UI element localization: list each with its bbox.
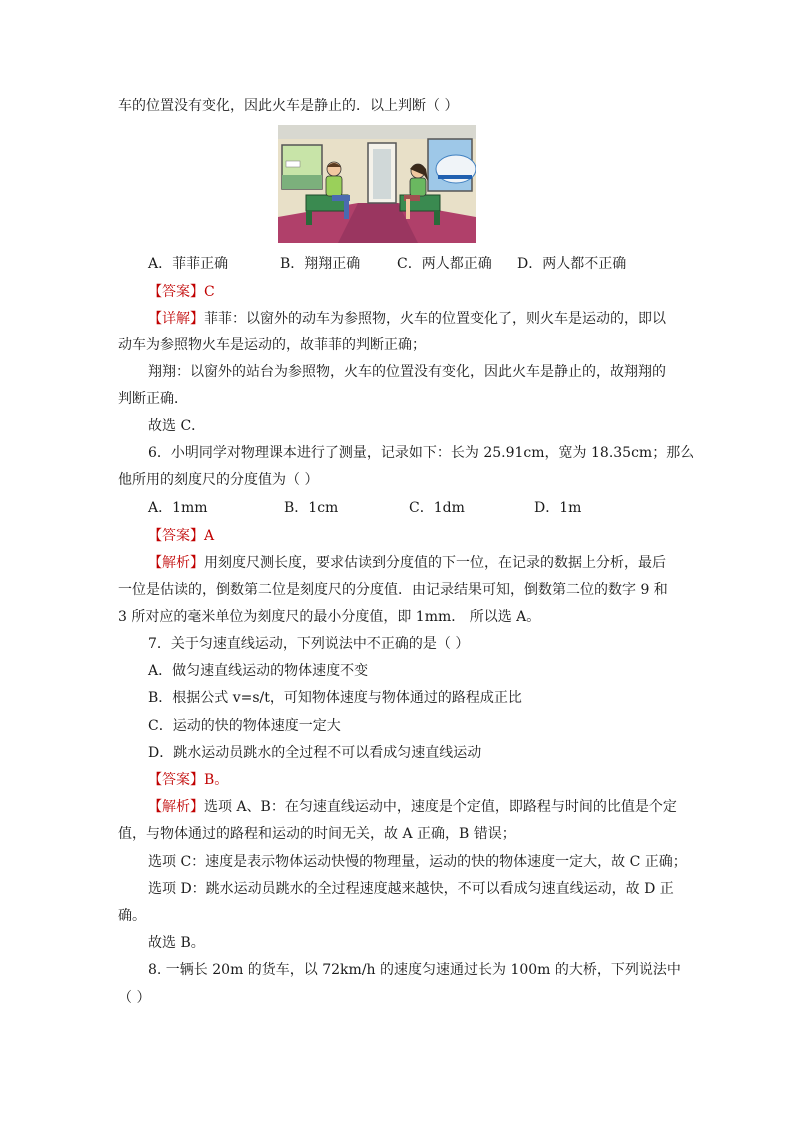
q5-detail-label: 【详解】 [148,311,204,327]
q7-analysis-label: 【解析】 [148,799,204,815]
train-carriage-illustration [278,125,476,243]
q7-option-a: A．做匀速直线运动的物体速度不变 [148,663,369,679]
q5-option-c: C．两人都正确 [397,256,492,272]
question-5-stem-end: 车的位置没有变化，因此火车是静止的．以上判断（ ） [118,98,459,114]
q5-option-a: A．菲菲正确 [148,256,229,272]
q6-answer: 【答案】A [148,528,215,544]
q7-analysis-line-4: 选项 D：跳水运动员跳水的全过程速度越来越快，不可以看成匀速直线运动，故 D 正 [148,881,674,897]
q7-option-b: B．根据公式 v=s/t，可知物体速度与物体通过的路程成正比 [148,690,522,706]
q5-option-b: B．翔翔正确 [280,256,361,272]
q6-option-a: A．1mm [148,500,208,516]
q7-option-c: C．运动的快的物体速度一定大 [148,718,341,734]
q6-stem-line-1: 6．小明同学对物理课本进行了测量，记录如下：长为 25.91cm，宽为 18.35cm；那么 [148,445,695,461]
q6-analysis-line-3: 3 所对应的毫米单位为刻度尺的最小分度值，即 1mm． 所以选 A。 [118,609,541,625]
q6-analysis-line-1 [148,553,666,573]
q5-option-d: D．两人都不正确 [517,256,627,272]
q6-stem-line-2: 他所用的刻度尺的分度值为（ ） [118,472,319,488]
q6-analysis-line-2: 一位是估读的，倒数第二位是刻度尺的分度值．由记录结果可知，倒数第二位的数字 9 和 [118,582,668,598]
q7-answer: 【答案】B。 [148,772,229,788]
q7-analysis-line-3: 选项 C：速度是表示物体运动快慢的物理量，运动的快的物体速度一定大，故 C 正确； [148,854,687,870]
q5-detail-line-4: 判断正确． [118,391,188,407]
q6-analysis-text-1: 用刻度尺测长度，要求估读到分度值的下一位，在记录的数据上分析，最后 [204,555,666,571]
q5-detail-line-1 [148,309,666,329]
q8-stem-line-2: （ ） [118,990,151,1006]
q5-answer: 【答案】C [148,284,215,300]
q7-analysis-line-5: 确。 [118,908,146,924]
q7-option-d: D．跳水运动员跳水的全过程不可以看成匀速直线运动 [148,745,482,761]
q5-detail-text-1: 菲菲：以窗外的动车为参照物，火车的位置变化了，则火车是运动的，即以 [204,311,666,327]
q8-stem-line-1: 8. 一辆长 20m 的货车，以 72km/h 的速度匀速通过长为 100m 的大桥，下列说法中 [148,962,681,978]
q6-option-c: C．1dm [409,500,465,516]
q7-analysis-line-1 [148,797,677,817]
q7-stem: 7．关于匀速直线运动，下列说法中不正确的是（ ） [148,636,470,652]
q7-analysis-line-2: 值，与物体通过的路程和运动的时间无关，故 A 正确，B 错误； [118,826,516,842]
q6-option-b: B．1cm [284,500,339,516]
q5-detail-line-3: 翔翔：以窗外的站台为参照物，火车的位置没有变化，因此火车是静止的，故翔翔的 [148,364,666,380]
q7-analysis-text-1: 选项 A、B：在匀速直线运动中，速度是个定值，即路程与时间的比值是个定 [204,799,677,815]
q6-option-d: D．1m [534,500,582,516]
q6-analysis-label: 【解析】 [148,555,204,571]
q5-detail-line-2: 动车为参照物火车是运动的，故菲菲的判断正确； [118,337,426,353]
q5-conclusion: 故选 C． [148,418,206,434]
q7-conclusion: 故选 B。 [148,935,205,951]
